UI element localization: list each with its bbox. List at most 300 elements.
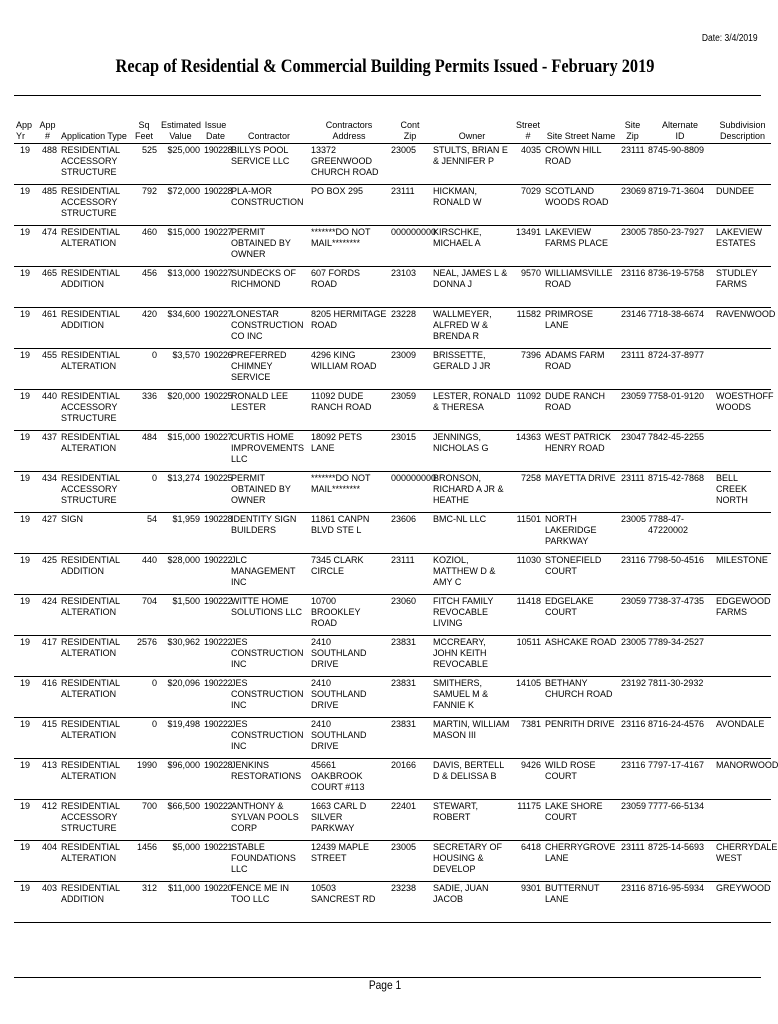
table-row <box>14 554 771 595</box>
cell-site-zip: 23192 <box>621 678 647 688</box>
col-cont-zip: Cont Zip <box>389 118 431 144</box>
cell-street-no: 14105 <box>515 678 541 688</box>
cell-owner: HICKMAN, RONALD W <box>433 186 482 207</box>
cell-est-value: $34,600 <box>167 309 200 319</box>
cell-sq-feet: 312 <box>141 883 157 893</box>
cell-site-street: CHERRYGROVE LANE <box>545 842 616 863</box>
cell-site-zip: 23116 <box>621 268 646 278</box>
cell-cont-zip: 000000000 <box>391 227 437 237</box>
cell-subdivision <box>714 144 771 185</box>
cell-app-no: 461 <box>41 309 57 319</box>
cell-alt-id: 8724-37-8977 <box>648 350 705 360</box>
cell-site-street: NORTH LAKERIDGE PARKWAY <box>545 514 597 546</box>
cell-alt-id: 7850-23-7927 <box>648 227 705 237</box>
cell-cont-zip: 23103 <box>391 268 417 278</box>
cell-site-street: WILLIAMSVILLE ROAD <box>545 268 613 289</box>
cell-owner: BRISSETTE, GERALD J JR <box>433 350 491 371</box>
cell-app-type: RESIDENTIAL ALTERATION <box>61 842 120 863</box>
cell-issue-date: 190226 <box>204 350 233 360</box>
cell-site-zip: 23116 <box>621 555 646 565</box>
cell-site-zip: 23005 <box>621 637 647 647</box>
cell-sq-feet: 700 <box>141 801 157 811</box>
cell-owner: BMC-NL LLC <box>433 514 487 524</box>
cell-app-yr: 19 <box>19 760 30 770</box>
cell-app-yr: 19 <box>19 678 30 688</box>
cell-site-street: LAKE SHORE COURT <box>545 801 603 822</box>
cell-site-zip: 23111 <box>621 842 645 852</box>
cell-subdivision: EDGEWOOD FARMS <box>716 596 771 617</box>
cell-site-street: BETHANY CHURCH ROAD <box>545 678 613 699</box>
cell-issue-date: 190225 <box>204 391 233 401</box>
table-row <box>14 349 771 390</box>
cell-app-yr: 19 <box>19 309 30 319</box>
cell-street-no: 13491 <box>515 227 541 237</box>
cell-site-street: WILD ROSE COURT <box>545 760 596 781</box>
cell-contractor: JENKINS RESTORATIONS <box>231 760 302 781</box>
cell-sq-feet: 792 <box>141 186 157 196</box>
cell-issue-date: 190227 <box>204 268 233 278</box>
cell-est-value: $13,274 <box>167 473 200 483</box>
cell-contractor-address: 10503 SANCREST RD <box>311 883 376 904</box>
cell-site-street: MAYETTA DRIVE <box>545 473 616 483</box>
cell-issue-date: 190228 <box>204 514 233 524</box>
cell-cont-zip: 23060 <box>391 596 417 606</box>
cell-cont-zip: 23015 <box>391 432 417 442</box>
cell-contractor-address: 8205 HERMITAGE ROAD <box>311 309 387 330</box>
cell-site-zip: 23116 <box>621 760 646 770</box>
table-row <box>14 308 771 349</box>
cell-alt-id: 8725-14-5693 <box>648 842 705 852</box>
cell-owner: DAVIS, BERTELL D & DELISSA B <box>433 760 504 781</box>
cell-issue-date: 190222 <box>204 637 233 647</box>
cell-app-type: RESIDENTIAL ALTERATION <box>61 596 120 617</box>
cell-app-type: RESIDENTIAL ADDITION <box>61 309 120 330</box>
cell-app-yr: 19 <box>19 596 30 606</box>
cell-alt-id: 8716-24-4576 <box>648 719 705 729</box>
cell-street-no: 7029 <box>520 186 541 196</box>
cell-issue-date: 190228 <box>204 760 233 770</box>
table-row <box>14 677 771 718</box>
cell-contractor-address: 7345 CLARK CIRCLE <box>311 555 364 576</box>
col-sq-feet: Sq Feet <box>129 118 159 144</box>
cell-app-no: 425 <box>41 555 57 565</box>
cell-alt-id: 7777-66-5134 <box>648 801 705 811</box>
col-app-no: App # <box>36 118 59 144</box>
cell-alt-id: 7811-30-2932 <box>648 678 704 688</box>
cell-contractor-address: PO BOX 295 <box>311 186 364 196</box>
cell-alt-id: 8715-42-7868 <box>648 473 705 483</box>
cell-app-no: 416 <box>41 678 57 688</box>
table-row <box>14 267 771 308</box>
table-row <box>14 226 771 267</box>
cell-issue-date: 190222 <box>204 801 233 811</box>
cell-subdivision <box>714 636 771 677</box>
cell-alt-id: 7842-45-2255 <box>648 432 705 442</box>
cell-est-value: $19,498 <box>167 719 200 729</box>
cell-site-street: STONEFIELD COURT <box>545 555 602 576</box>
cell-app-yr: 19 <box>19 432 30 442</box>
cell-street-no: 7258 <box>520 473 541 483</box>
cell-owner: SECRETARY OF HOUSING & DEVELOP <box>433 842 503 874</box>
cell-contractor-address: *******DO NOT MAIL******** <box>311 227 371 248</box>
cell-est-value: $72,000 <box>167 186 200 196</box>
cell-app-type: RESIDENTIAL ADDITION <box>61 883 120 904</box>
cell-cont-zip: 000000000 <box>391 473 437 483</box>
col-app-type: Application Type <box>59 118 129 144</box>
cell-app-yr: 19 <box>19 186 30 196</box>
cell-app-yr: 19 <box>19 637 30 647</box>
cell-sq-feet: 0 <box>151 473 157 483</box>
cell-app-type: RESIDENTIAL ALTERATION <box>61 432 120 453</box>
cell-contractor: PREFERRED CHIMNEY SERVICE <box>231 350 287 382</box>
cell-contractor-address: 18092 PETS LANE <box>311 432 363 453</box>
cell-site-street: PRIMROSE LANE <box>545 309 594 330</box>
table-row <box>14 595 771 636</box>
cell-est-value: $15,000 <box>167 432 200 442</box>
cell-street-no: 11175 <box>517 801 541 811</box>
cell-app-no: 485 <box>41 186 57 196</box>
cell-sq-feet: 2576 <box>136 637 157 647</box>
cell-site-street: PENRITH DRIVE <box>545 719 615 729</box>
cell-street-no: 9301 <box>520 883 541 893</box>
cell-cont-zip: 23831 <box>391 637 417 647</box>
cell-app-yr: 19 <box>19 719 30 729</box>
cell-sq-feet: 456 <box>141 268 157 278</box>
cell-owner: KIRSCHKE, MICHAEL A <box>433 227 482 248</box>
cell-app-no: 413 <box>41 760 57 770</box>
cell-contractor-address: 1663 CARL D SILVER PARKWAY <box>311 801 367 833</box>
cell-site-zip: 23059 <box>621 391 647 401</box>
cell-contractor-address: *******DO NOT MAIL******** <box>311 473 371 494</box>
cell-app-no: 488 <box>41 145 57 155</box>
cell-subdivision: WOESTHOFF WOODS <box>716 391 774 412</box>
cell-subdivision: DUNDEE <box>716 186 755 196</box>
cell-street-no: 6418 <box>520 842 541 852</box>
cell-contractor-address: 11861 CANPN BLVD STE L <box>311 514 370 535</box>
cell-street-no: 4035 <box>520 145 541 155</box>
cell-street-no: 7381 <box>520 719 541 729</box>
cell-alt-id: 7738-37-4735 <box>648 596 705 606</box>
col-contractor-address: Contractors Address <box>309 118 389 144</box>
header-divider <box>14 95 761 96</box>
cell-app-type: RESIDENTIAL ADDITION <box>61 555 120 576</box>
cell-owner: FITCH FAMILY REVOCABLE LIVING <box>433 596 494 628</box>
cell-app-no: 404 <box>41 842 57 852</box>
cell-street-no: 11501 <box>516 514 541 524</box>
cell-contractor: PERMIT OBTAINED BY OWNER <box>231 227 291 259</box>
col-app-yr: App Yr <box>14 118 36 144</box>
cell-alt-id: 7788-47-47220002 <box>648 514 689 535</box>
cell-app-no: 415 <box>41 719 57 729</box>
col-issue-date: Issue Date <box>202 118 229 144</box>
col-site-street: Site Street Name <box>543 118 619 144</box>
cell-est-value: $30,962 <box>167 637 200 647</box>
cell-contractor-address: 2410 SOUTHLAND DRIVE <box>311 678 367 710</box>
cell-site-street: SCOTLAND WOODS ROAD <box>545 186 609 207</box>
cell-contractor: JES CONSTRUCTION INC <box>231 719 304 751</box>
table-row <box>14 390 771 431</box>
cell-contractor: PLA-MOR CONSTRUCTION <box>231 186 304 207</box>
cell-issue-date: 190228 <box>204 145 233 155</box>
cell-owner: MARTIN, WILLIAM MASON III <box>433 719 510 740</box>
cell-site-street: BUTTERNUT LANE <box>545 883 600 904</box>
cell-owner: NEAL, JAMES L & DONNA J <box>433 268 508 289</box>
cell-street-no: 7396 <box>520 350 541 360</box>
cell-app-type: RESIDENTIAL ALTERATION <box>61 760 120 781</box>
cell-app-type: RESIDENTIAL ACCESSORY STRUCTURE <box>61 801 120 833</box>
table-row <box>14 718 771 759</box>
cell-owner: MCCREARY, JOHN KEITH REVOCABLE <box>433 637 489 669</box>
cell-sq-feet: 1456 <box>136 842 157 852</box>
cell-app-no: 427 <box>41 514 57 524</box>
table-row <box>14 185 771 226</box>
cell-owner: STEWART, ROBERT <box>433 801 479 822</box>
cell-site-street: ASHCAKE ROAD <box>545 637 617 647</box>
cell-owner: KOZIOL, MATTHEW D & AMY C <box>433 555 496 587</box>
col-contractor: Contractor <box>229 118 309 144</box>
cell-contractor: ANTHONY & SYLVAN POOLS CORP <box>231 801 299 833</box>
cell-app-yr: 19 <box>19 514 30 524</box>
cell-contractor: PERMIT OBTAINED BY OWNER <box>231 473 291 505</box>
cell-issue-date: 190221 <box>204 842 233 852</box>
cell-contractor: CURTIS HOME IMPROVEMENTS LLC <box>231 432 305 464</box>
cell-app-type: RESIDENTIAL ALTERATION <box>61 678 120 699</box>
cell-cont-zip: 23606 <box>391 514 417 524</box>
cell-app-yr: 19 <box>19 555 30 565</box>
cell-cont-zip: 23228 <box>391 309 417 319</box>
cell-app-yr: 19 <box>19 227 30 237</box>
cell-app-yr: 19 <box>19 883 30 893</box>
cell-subdivision: AVONDALE <box>716 719 765 729</box>
cell-contractor: SUNDECKS OF RICHMOND <box>231 268 297 289</box>
cell-alt-id: 7797-17-4167 <box>648 760 705 770</box>
cell-contractor-address: 4296 KING WILLIAM ROAD <box>311 350 377 371</box>
cell-contractor: JLC MANAGEMENT INC <box>231 555 296 587</box>
col-subdivision: Subdivision Description <box>714 118 771 144</box>
cell-site-zip: 23111 <box>621 473 645 483</box>
cell-cont-zip: 23005 <box>391 842 417 852</box>
cell-contractor-address: 13372 GREENWOOD CHURCH ROAD <box>311 145 379 177</box>
cell-contractor-address: 11092 DUDE RANCH ROAD <box>311 391 372 412</box>
permits-table <box>14 118 778 923</box>
cell-subdivision: STUDLEY FARMS <box>716 268 758 289</box>
cell-est-value: $20,096 <box>167 678 200 688</box>
cell-app-yr: 19 <box>19 473 30 483</box>
cell-cont-zip: 23831 <box>391 678 417 688</box>
cell-site-street: WEST PATRICK HENRY ROAD <box>545 432 612 453</box>
cell-subdivision: MILESTONE <box>716 555 768 565</box>
cell-sq-feet: 484 <box>141 432 157 442</box>
cell-site-zip: 23059 <box>621 801 647 811</box>
table-row <box>14 759 771 800</box>
table-header-row <box>14 118 771 144</box>
cell-app-yr: 19 <box>19 842 30 852</box>
cell-cont-zip: 20166 <box>391 760 417 770</box>
cell-alt-id: 8719-71-3604 <box>648 186 705 196</box>
cell-owner: WALLMEYER, ALFRED W & BRENDA R <box>433 309 492 341</box>
cell-street-no: 9570 <box>520 268 541 278</box>
cell-sq-feet: 420 <box>141 309 157 319</box>
cell-app-yr: 19 <box>19 268 30 278</box>
cell-street-no: 11030 <box>516 555 541 565</box>
cell-est-value: $96,000 <box>167 760 200 770</box>
cell-contractor-address: 607 FORDS ROAD <box>311 268 361 289</box>
table-row <box>14 800 771 841</box>
cell-app-no: 437 <box>41 432 57 442</box>
cell-app-no: 440 <box>41 391 57 401</box>
cell-est-value: $66,500 <box>167 801 200 811</box>
cell-cont-zip: 23831 <box>391 719 417 729</box>
cell-contractor: LONESTAR CONSTRUCTION CO INC <box>231 309 304 341</box>
cell-alt-id: 8716-95-5934 <box>648 883 705 893</box>
cell-est-value: $11,000 <box>168 883 200 893</box>
cell-alt-id: 7798-50-4516 <box>648 555 705 565</box>
cell-issue-date: 190227 <box>204 309 233 319</box>
cell-subdivision: CHERRYDALE WEST <box>716 842 778 863</box>
cell-sq-feet: 460 <box>141 227 157 237</box>
table-row <box>14 513 771 554</box>
cell-site-street: ADAMS FARM ROAD <box>545 350 605 371</box>
cell-app-type: RESIDENTIAL ACCESSORY STRUCTURE <box>61 145 120 177</box>
report-date: Date: 3/4/2019 <box>702 33 758 44</box>
cell-issue-date: 190227 <box>204 432 233 442</box>
table-row <box>14 841 771 882</box>
cell-sq-feet: 0 <box>151 350 157 360</box>
cell-contractor-address: 2410 SOUTHLAND DRIVE <box>311 637 367 669</box>
cell-est-value: $1,500 <box>172 596 200 606</box>
cell-street-no: 9426 <box>520 760 541 770</box>
cell-street-no: 11418 <box>516 596 541 606</box>
col-site-zip: Site Zip <box>619 118 646 144</box>
cell-sq-feet: 54 <box>146 514 157 524</box>
cell-subdivision <box>714 513 771 554</box>
cell-est-value: $3,570 <box>172 350 200 360</box>
report-title: Recap of Residential & Commercial Building Permits Issued - February 2019 <box>115 56 655 77</box>
cell-subdivision: RAVENWOOD <box>716 309 776 319</box>
cell-app-no: 474 <box>41 227 57 237</box>
cell-app-type: RESIDENTIAL ACCESSORY STRUCTURE <box>61 186 120 218</box>
cell-site-zip: 23116 <box>621 719 646 729</box>
cell-sq-feet: 336 <box>141 391 157 401</box>
cell-issue-date: 190220 <box>204 883 233 893</box>
cell-issue-date: 190222 <box>204 678 233 688</box>
cell-contractor: JES CONSTRUCTION INC <box>231 637 304 669</box>
cell-app-type: RESIDENTIAL ALTERATION <box>61 719 120 740</box>
cell-app-no: 455 <box>41 350 57 360</box>
cell-cont-zip: 23111 <box>391 186 415 196</box>
cell-street-no: 10511 <box>516 637 541 647</box>
cell-owner: SADIE, JUAN JACOB <box>433 883 489 904</box>
cell-subdivision <box>714 349 771 390</box>
cell-contractor: WITTE HOME SOLUTIONS LLC <box>231 596 303 617</box>
cell-contractor: RONALD LEE LESTER <box>231 391 289 412</box>
cell-app-yr: 19 <box>19 145 30 155</box>
cell-app-yr: 19 <box>19 350 30 360</box>
cell-app-no: 424 <box>41 596 57 606</box>
page-number: Page 1 <box>368 978 402 992</box>
cell-app-yr: 19 <box>19 801 30 811</box>
cell-subdivision: BELL CREEK NORTH <box>716 473 748 505</box>
cell-owner: BRONSON, RICHARD A JR & HEATHE <box>433 473 504 505</box>
cell-app-no: 403 <box>41 883 57 893</box>
cell-street-no: 14363 <box>515 432 541 442</box>
cell-sq-feet: 440 <box>141 555 157 565</box>
table-row <box>14 144 771 185</box>
cell-app-no: 434 <box>41 473 57 483</box>
cell-owner: LESTER, RONALD & THERESA <box>433 391 511 412</box>
cell-street-no: 11582 <box>516 309 541 319</box>
cell-owner: JENNINGS, NICHOLAS G <box>433 432 489 453</box>
cell-contractor: IDENTITY SIGN BUILDERS <box>231 514 297 535</box>
cell-contractor-address: 2410 SOUTHLAND DRIVE <box>311 719 367 751</box>
cell-sq-feet: 0 <box>151 678 157 688</box>
cell-sq-feet: 704 <box>141 596 157 606</box>
cell-site-zip: 23069 <box>621 186 647 196</box>
cell-owner: SMITHERS, SAMUEL M & FANNIE K <box>433 678 489 710</box>
cell-est-value: $5,000 <box>172 842 200 852</box>
cell-cont-zip: 23238 <box>391 883 417 893</box>
cell-issue-date: 190222 <box>204 555 233 565</box>
cell-est-value: $28,000 <box>167 555 200 565</box>
cell-app-yr: 19 <box>19 391 30 401</box>
cell-issue-date: 190222 <box>204 596 233 606</box>
cell-cont-zip: 23009 <box>391 350 417 360</box>
cell-issue-date: 190222 <box>204 719 233 729</box>
cell-subdivision: MANORWOOD <box>716 760 778 770</box>
cell-est-value: $13,000 <box>167 268 200 278</box>
cell-site-zip: 23059 <box>621 596 647 606</box>
cell-owner: STULTS, BRIAN E & JENNIFER P <box>433 145 508 166</box>
cell-issue-date: 190227 <box>204 227 233 237</box>
cell-sq-feet: 0 <box>151 719 157 729</box>
cell-alt-id: 8736-19-5758 <box>648 268 705 278</box>
cell-app-type: RESIDENTIAL ALTERATION <box>61 350 120 371</box>
cell-contractor-address: 12439 MAPLE STREET <box>311 842 370 863</box>
cell-subdivision <box>714 677 771 718</box>
cell-cont-zip: 23005 <box>391 145 417 155</box>
cell-issue-date: 190225 <box>204 473 233 483</box>
cell-subdivision <box>714 431 771 472</box>
table-row <box>14 472 771 513</box>
table-row <box>14 431 771 472</box>
table-row <box>14 882 771 923</box>
cell-subdivision: LAKEVIEW ESTATES <box>716 227 763 248</box>
cell-alt-id: 7789-34-2527 <box>648 637 705 647</box>
cell-app-no: 465 <box>41 268 57 278</box>
col-est-value: Estimated Value <box>159 118 202 144</box>
cell-sq-feet: 1990 <box>136 760 157 770</box>
cell-site-zip: 23111 <box>621 350 645 360</box>
cell-subdivision: GREYWOOD <box>716 883 771 893</box>
cell-contractor: STABLE FOUNDATIONS LLC <box>231 842 296 874</box>
cell-contractor-address: 10700 BROOKLEY ROAD <box>311 596 361 628</box>
cell-est-value: $20,000 <box>167 391 200 401</box>
cell-alt-id: 7718-38-6674 <box>648 309 705 319</box>
cell-site-zip: 23005 <box>621 227 647 237</box>
cell-app-no: 412 <box>41 801 57 811</box>
cell-cont-zip: 23111 <box>391 555 415 565</box>
cell-app-type: RESIDENTIAL ACCESSORY STRUCTURE <box>61 473 120 505</box>
cell-contractor-address: 45661 OAKBROOK COURT #113 <box>311 760 365 792</box>
cell-app-type: RESIDENTIAL ADDITION <box>61 268 120 289</box>
cell-alt-id: 7758-01-9120 <box>648 391 705 401</box>
table-row <box>14 636 771 677</box>
cell-site-zip: 23005 <box>621 514 647 524</box>
cell-app-type: RESIDENTIAL ACCESSORY STRUCTURE <box>61 391 120 423</box>
cell-site-street: EDGELAKE COURT <box>545 596 594 617</box>
cell-site-street: LAKEVIEW FARMS PLACE <box>545 227 609 248</box>
cell-site-zip: 23047 <box>621 432 647 442</box>
